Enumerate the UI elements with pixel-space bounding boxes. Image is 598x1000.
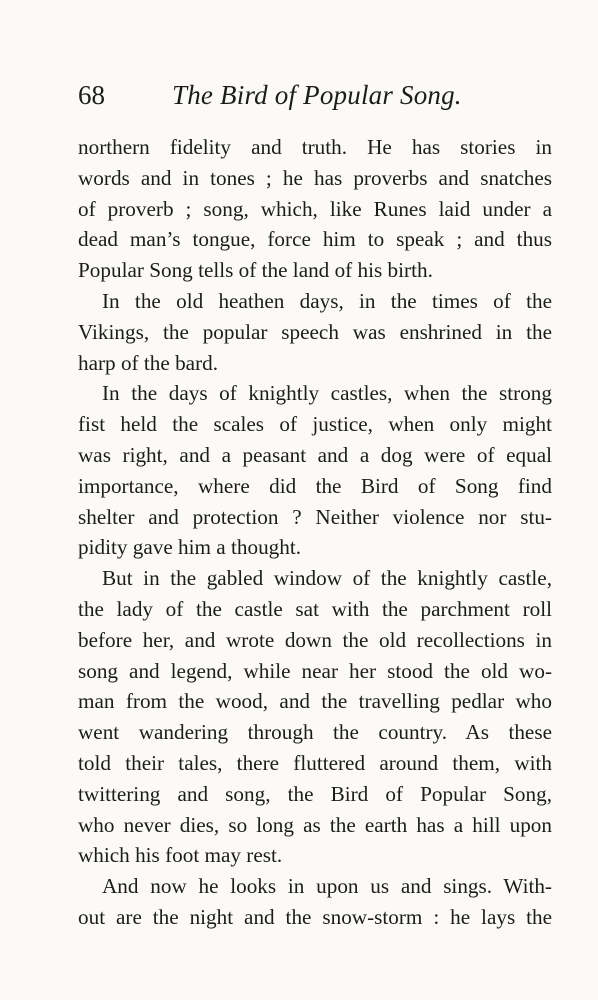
paragraph — [78, 286, 552, 378]
text-line: fist held the scales of justice, when only might — [78, 412, 552, 437]
text-line: out are the night and the snow-storm : he lays the — [78, 904, 552, 929]
text-line: But in the gabled window of the knightly castle, — [102, 566, 552, 591]
text-line: shelter and protection ? Neither violence nor stu- — [78, 504, 552, 529]
text-line: Vikings, the popular speech was enshrined in the — [78, 319, 552, 344]
paragraph — [78, 132, 552, 286]
page-number: 68 — [78, 80, 105, 110]
text-line: twittering and song, the Bird of Popular Song, — [78, 781, 552, 806]
running-title: The Bird of Popular Song. — [172, 80, 462, 110]
text-line: And now he looks in upon us and sings. With- — [102, 874, 552, 899]
text-line: northern fidelity and truth. He has stories in — [78, 135, 552, 159]
text-line: which his foot may rest. — [78, 843, 283, 868]
text-line: importance, where did the Bird of Song find — [78, 473, 552, 498]
text-line: pidity gave him a thought. — [78, 535, 302, 560]
text-line: song and legend, while near her stood the old wo- — [78, 658, 552, 683]
paragraph — [78, 378, 552, 563]
text-line: In the old heathen days, in the times of the — [102, 288, 552, 313]
body-text — [78, 132, 552, 933]
paragraph — [78, 563, 552, 871]
text-line: of proverb ; song, which, like Runes laid under a — [78, 196, 552, 221]
text-line: went wandering through the country. As these — [78, 720, 552, 745]
paragraph — [78, 871, 552, 933]
text-line: words and in tones ; he has proverbs and snatches — [78, 165, 552, 190]
text-line: dead man’s tongue, force him to speak ; and thus — [78, 227, 552, 252]
text-line: before her, and wrote down the old recollections in — [78, 627, 552, 652]
text-line: who never dies, so long as the earth has a hill upon — [78, 812, 552, 837]
page-header — [78, 78, 548, 118]
text-line: man from the wood, and the travelling pedlar who — [78, 689, 552, 714]
text-line: the lady of the castle sat with the parchment roll — [78, 596, 552, 621]
text-line: harp of the bard. — [78, 350, 219, 375]
text-line: was right, and a peasant and a dog were of equal — [78, 442, 552, 467]
text-line: In the days of knightly castles, when the strong — [102, 381, 552, 406]
text-line: told their tales, there fluttered around them, with — [78, 750, 552, 775]
text-line: Popular Song tells of the land of his birth. — [78, 258, 433, 283]
